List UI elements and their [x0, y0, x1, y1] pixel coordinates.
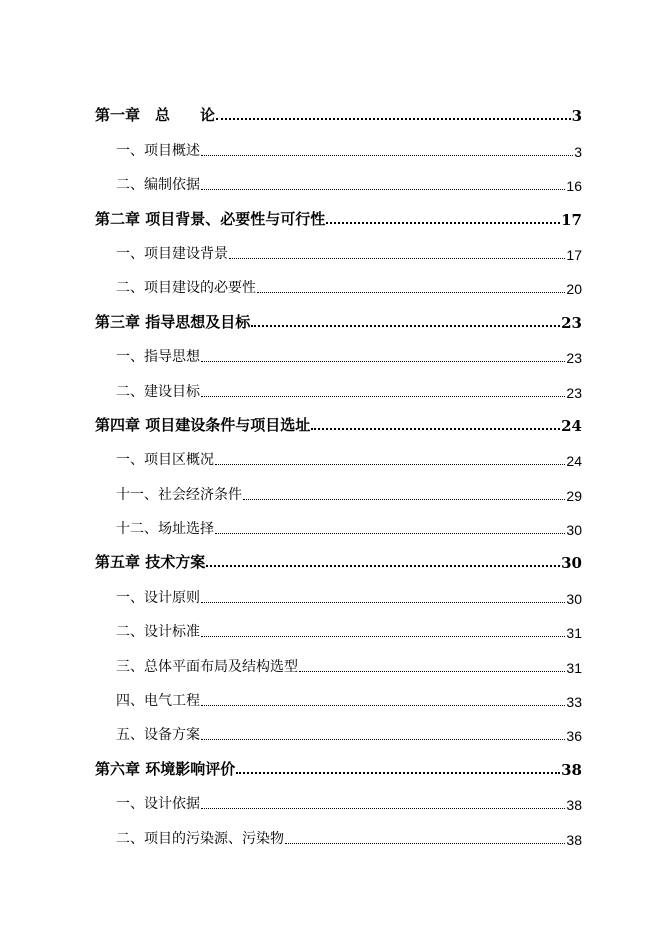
- dot-leader: [257, 292, 565, 293]
- toc-entry-label: 二、项目的污染源、污染物: [116, 830, 284, 847]
- toc-entry-label: 第四章 项目建设条件与项目选址: [95, 415, 311, 434]
- toc-chapter-6[interactable]: [95, 744, 582, 778]
- toc-entry-label: 第一章 总 论: [95, 106, 216, 125]
- toc-section[interactable]: [95, 607, 582, 641]
- dot-leader: [201, 602, 565, 603]
- toc-page-number: 31: [566, 625, 582, 642]
- toc-page-number: 17: [566, 246, 582, 263]
- toc-entry-label: 一、项目建设背景: [116, 245, 228, 262]
- toc-page-number: 30: [561, 554, 582, 573]
- toc-page-number: 36: [566, 728, 582, 745]
- toc-entry-label: 第三章 指导思想及目标: [95, 312, 251, 331]
- dot-leader: [201, 396, 565, 397]
- toc-section[interactable]: [95, 160, 582, 194]
- toc-section[interactable]: [95, 263, 582, 297]
- toc-section[interactable]: [95, 332, 582, 366]
- toc-entry-label: 十一、社会经济条件: [116, 486, 242, 503]
- toc-page-number: 30: [566, 522, 582, 539]
- dot-leader: [201, 189, 565, 190]
- toc-section[interactable]: [95, 676, 582, 710]
- toc-section[interactable]: [95, 572, 582, 606]
- toc-entry-label: 一、项目概述: [116, 142, 200, 159]
- toc-section[interactable]: [95, 435, 582, 469]
- toc-entry-label: 二、建设目标: [116, 383, 200, 400]
- toc-section[interactable]: [95, 641, 582, 675]
- toc-entry-label: 第六章 环境影响评价: [95, 759, 236, 778]
- toc-entry-label: 一、项目区概况: [116, 452, 214, 469]
- toc-page-number: 23: [566, 350, 582, 367]
- toc-entry-label: 十二、场址选择: [116, 521, 214, 538]
- toc-page-number: 30: [566, 590, 582, 607]
- dot-leader: [229, 258, 565, 259]
- dot-leader: [299, 671, 565, 672]
- toc-entry-label: 一、设计依据: [116, 796, 200, 813]
- toc-entry-label: 一、指导思想: [116, 349, 200, 366]
- toc-page-number: 24: [566, 453, 582, 470]
- toc-section[interactable]: [95, 779, 582, 813]
- toc-entry-label: 第五章 技术方案: [95, 553, 206, 572]
- dot-leader: [251, 325, 560, 327]
- dot-leader: [201, 361, 565, 362]
- dot-leader: [206, 565, 560, 567]
- toc-chapter-5[interactable]: [95, 538, 582, 572]
- toc-entry-label: 二、设计标准: [116, 624, 200, 641]
- toc-page-number: 31: [566, 659, 582, 676]
- toc-entry-label: 四、电气工程: [116, 693, 200, 710]
- toc-page-number: 3: [571, 107, 582, 126]
- toc-chapter-1[interactable]: [95, 91, 582, 125]
- dot-leader: [215, 464, 565, 465]
- dot-leader: [201, 636, 565, 637]
- dot-leader: [311, 428, 560, 430]
- dot-leader: [201, 705, 565, 706]
- toc-entry-label: 二、编制依据: [116, 177, 200, 194]
- toc-section[interactable]: [95, 504, 582, 538]
- toc-page-number: 38: [561, 760, 582, 779]
- toc-section[interactable]: [95, 469, 582, 503]
- dot-leader: [236, 772, 560, 774]
- toc-section[interactable]: [95, 229, 582, 263]
- toc-page-number: 17: [561, 210, 582, 229]
- table-of-contents: [95, 91, 582, 848]
- toc-entry-label: 一、设计原则: [116, 589, 200, 606]
- toc-entry-label: 第二章 项目背景、必要性与可行性: [95, 209, 326, 228]
- toc-page-number: 24: [561, 416, 582, 435]
- toc-chapter-2[interactable]: [95, 194, 582, 228]
- dot-leader: [326, 222, 560, 224]
- toc-page-number: 23: [566, 384, 582, 401]
- toc-chapter-4[interactable]: [95, 401, 582, 435]
- toc-section[interactable]: [95, 710, 582, 744]
- toc-entry-label: 五、设备方案: [116, 727, 200, 744]
- toc-entry-label: 二、项目建设的必要性: [116, 280, 256, 297]
- dot-leader: [215, 533, 565, 534]
- toc-section[interactable]: [95, 813, 582, 847]
- toc-chapter-3[interactable]: [95, 297, 582, 331]
- toc-page-number: 23: [561, 313, 582, 332]
- toc-page-number: 29: [566, 487, 582, 504]
- toc-page-number: 33: [566, 694, 582, 711]
- dot-leader: [285, 843, 565, 844]
- toc-page-number: 3: [574, 143, 582, 160]
- toc-section[interactable]: [95, 125, 582, 159]
- toc-section[interactable]: [95, 366, 582, 400]
- dot-leader: [201, 155, 573, 156]
- dot-leader: [216, 118, 571, 120]
- toc-page-number: 38: [566, 797, 582, 814]
- toc-page-number: 20: [566, 281, 582, 298]
- toc-page-number: 38: [566, 831, 582, 848]
- dot-leader: [201, 808, 565, 809]
- dot-leader: [243, 499, 565, 500]
- dot-leader: [201, 739, 565, 740]
- toc-page-number: 16: [566, 178, 582, 195]
- toc-entry-label: 三、总体平面布局及结构选型: [116, 658, 298, 675]
